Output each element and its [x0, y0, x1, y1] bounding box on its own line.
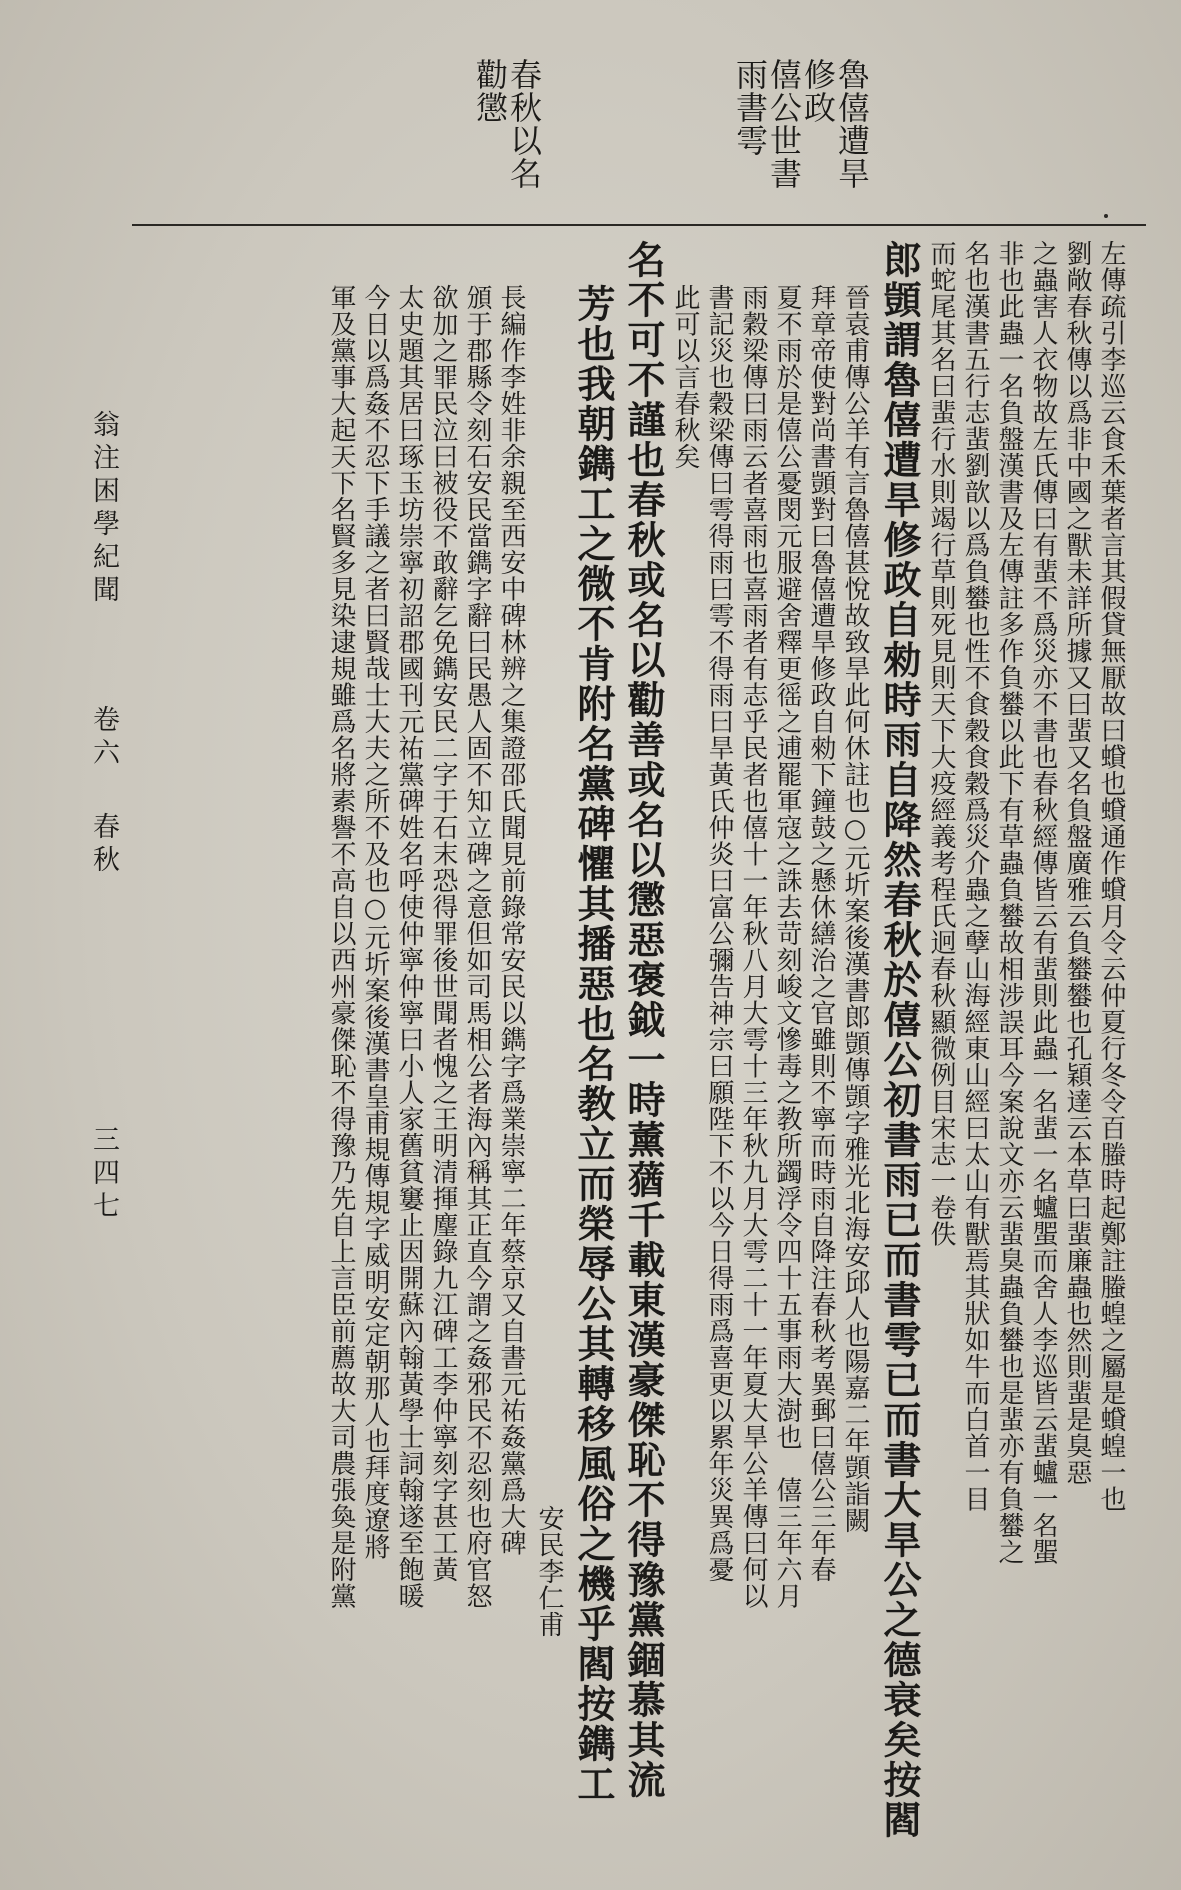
margin-note: 修政	[799, 58, 837, 124]
margin-note: 春秋以名	[505, 58, 543, 190]
text-column: 此可以言春秋矣	[670, 284, 700, 470]
text-column: 名也漢書五行志蜚劉歆以爲負蠜也性不食穀食穀爲災介蟲之孽山海經東山經曰太山有獸焉其狀如牛而白首一目	[960, 240, 990, 1512]
main-text-column: 芳也我朝鐫工之微不肯附名黨碑懼其播惡也名教立而榮辱公其轉移風俗之機乎閻按鐫工	[571, 284, 616, 1804]
text-column: 拜章帝使對尚書顗對曰魯僖遭旱修政自勑下鐘鼓之懸休繕治之官雖則不寧而時雨自降注春秋考異郵曰僖公三年春	[806, 284, 836, 1583]
margin-note: 僖公世書	[765, 58, 803, 190]
text-column: 欲加之罪民泣曰被役不敢辭乞免鐫安民二字于石末恐得罪後世聞者愧之王明清揮麈錄九江碑工李仲寧刻字甚工黃	[428, 284, 458, 1583]
text-column: 晉袁甫傳公羊有言魯僖甚悅故致旱此何休註也○元圻案後漢書郎顗傳顗字雅光北海安邱人也陽嘉二年顗詣闕	[840, 284, 870, 1534]
text-column: 長編作李姓非余親至西安中碑林辨之集證邵氏聞見前錄常安民以鐫字爲業崇寧二年蔡京又自書元祐姦黨爲大碑	[496, 284, 526, 1556]
margin-note: 雨書雩	[731, 58, 769, 157]
margin-note: 魯僖遭旱	[833, 58, 871, 190]
section-label: 春秋	[88, 812, 119, 878]
text-column: 軍及黨事大起天下名賢多見染逮規雖爲名將素譽不高自以西州豪傑恥不得豫乃先自上言臣前薦故大司農張奐是附黨	[326, 284, 356, 1609]
text-column: 左傳疏引李巡云食禾葉者言其假貸無厭故曰蟘也蟘通作蟘月令云仲夏行冬令百螣時起鄭註螣蝗之屬是蟘蝗一也	[1096, 240, 1126, 1512]
page-number: 三四七	[88, 1125, 119, 1224]
text-column: 頒于郡縣令刻石安民當鐫字辭曰民愚人固不知立碑之意但如司馬相公者海內稱其正直今謂之姦邪民不忍刻也府官怒	[462, 284, 492, 1609]
text-column: 劉敞春秋傳以爲非中國之獸未詳所據又曰蜚又名負盤廣雅云負蠜蠜也孔穎達云本草曰蜚廉蟲也然則蜚是臭惡	[1062, 240, 1092, 1486]
text-column: 之蟲害人衣物故左氏傳曰有蜚不爲災亦不書也春秋經傳皆云有蜚則此蟲一名蜚一名蠦蜰而舍人李巡皆云蜚蠦一名蜰	[1028, 240, 1058, 1565]
text-column: 書記災也穀梁傳曰雩得雨曰雩不得雨曰旱黃氏仲炎曰富公彌告神宗曰願陛下不以今日得雨爲喜更以累年災異爲憂	[704, 284, 734, 1583]
text-column: 夏不雨於是僖公憂閔元服避舍釋更徭之逋罷軍寇之誅去苛刻峻文慘毒之教所蠲浮令四十五事雨大澍也 僖三年六月	[772, 284, 802, 1609]
ink-dot	[1104, 214, 1108, 218]
book-title: 翁注困學紀聞	[88, 410, 119, 608]
text-column: 非也此蟲一名負盤漢書及左傳註多作負蠜以此下有草蟲負蠜故相涉誤耳今案說文亦云蜚臭蟲負蠜也是蜚亦有負蠜之	[994, 240, 1024, 1565]
text-column: 雨穀梁傳曰雨云者喜雨也喜雨者有志乎民者也僖十一年秋八月大雩十三年秋九月大雩二十一年夏大旱公羊傳曰何以	[738, 284, 768, 1609]
text-column: 而蛇尾其名曰蜚行水則竭行草則死見則天下大疫經義考程氏迥春秋顯微例目宋志一卷佚	[926, 240, 956, 1247]
margin-note: 勸懲	[471, 58, 509, 124]
text-column: 安民李仁甫	[534, 1505, 564, 1638]
main-text-column: 名不可不謹也春秋或名以勸善或名以懲惡褒鉞一時薰蕕千載東漢豪傑恥不得豫黨錮慕其流	[621, 240, 666, 1800]
header-rule	[132, 224, 1146, 226]
main-text-column: 郎顗謂魯僖遭旱修政自勑時雨自降然春秋於僖公初書雨已而書雩已而書大旱公之德衰矣按閻	[877, 240, 922, 1840]
text-column: 太史題其居曰琢玉坊崇寧初詔郡國刊元祐黨碑姓名呼使仲寧仲寧曰小人家舊貧窶止因開蘇內翰黃學士詞翰遂至飽暖	[394, 284, 424, 1609]
volume-label: 卷六	[88, 705, 119, 771]
text-column: 今日以爲姦不忍下手議之者曰賢哉士大夫之所不及也○元圻案後漢書皇甫規傳規字威明安定朝那人也拜度遼將	[360, 284, 390, 1560]
